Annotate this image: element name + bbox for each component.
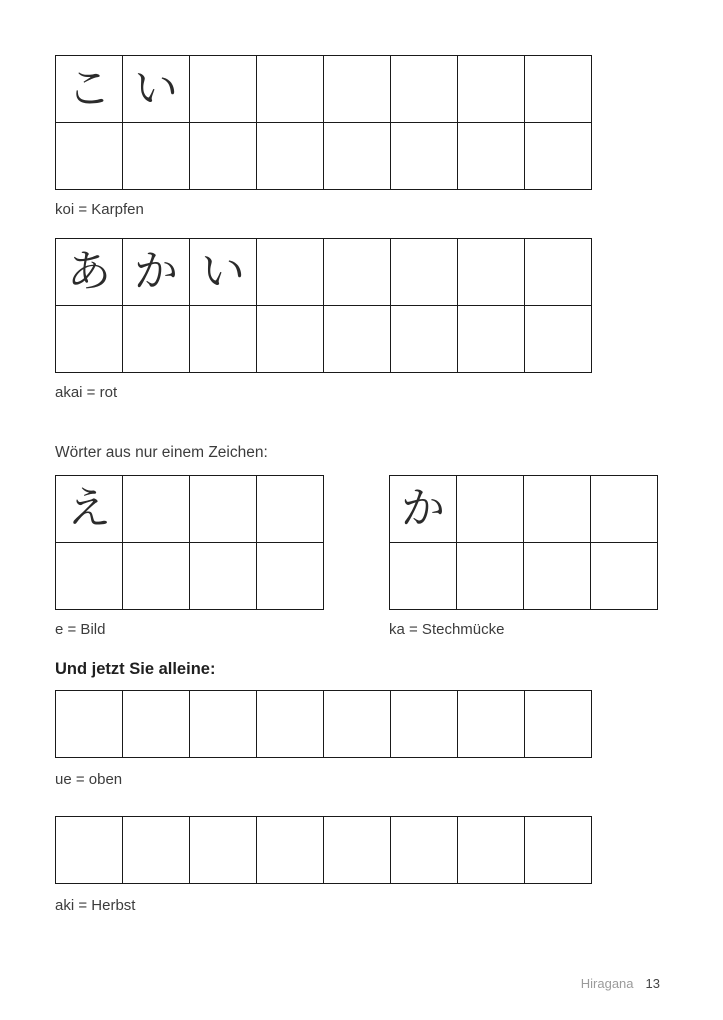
practice-grid-ka [389, 475, 658, 610]
exercise-aki [55, 816, 668, 916]
practice-cell [390, 543, 457, 610]
practice-cell [324, 56, 391, 123]
caption-e: e = Bild [55, 621, 106, 638]
practice-cell [190, 476, 257, 543]
practice-cell [56, 123, 123, 190]
heading-single-char-words: Wörter aus nur einem Zeichen: [55, 444, 268, 461]
kana-character: あ [67, 246, 111, 297]
practice-cell [123, 306, 190, 373]
kana-character: え [67, 483, 111, 534]
exercise-akai [55, 238, 668, 403]
caption-akai: akai = rot [55, 384, 118, 401]
practice-cell [56, 56, 123, 123]
practice-cell [391, 123, 458, 190]
practice-cell [458, 123, 525, 190]
practice-cell [56, 543, 123, 610]
kana-character: い [134, 63, 178, 114]
practice-cell [56, 239, 123, 306]
practice-cell [525, 817, 592, 884]
practice-cell [391, 306, 458, 373]
exercise-ue [55, 690, 668, 790]
caption-ue: ue = oben [55, 771, 123, 788]
practice-cell [391, 691, 458, 758]
footer-section-label: Hiragana [580, 976, 634, 991]
practice-cell [391, 817, 458, 884]
practice-cell [190, 239, 257, 306]
practice-cell [123, 543, 190, 610]
practice-cell [123, 239, 190, 306]
practice-cell [458, 56, 525, 123]
practice-cell [324, 239, 391, 306]
practice-cell [458, 306, 525, 373]
practice-grid-aki [55, 816, 592, 884]
practice-cell [324, 817, 391, 884]
footer-page-number: 13 [645, 976, 660, 991]
practice-cell [257, 476, 324, 543]
caption-koi: koi = Karpfen [55, 201, 144, 218]
practice-cell [190, 306, 257, 373]
practice-cell [525, 56, 592, 123]
practice-cell [257, 306, 324, 373]
practice-cell [457, 476, 524, 543]
single-char-exercises [55, 475, 668, 640]
practice-cell [123, 817, 190, 884]
caption-aki: aki = Herbst [55, 897, 136, 914]
practice-cell [391, 56, 458, 123]
practice-cell [391, 239, 458, 306]
practice-cell [457, 543, 524, 610]
practice-grid-ue [55, 690, 592, 758]
practice-cell [123, 56, 190, 123]
practice-cell [190, 817, 257, 884]
practice-cell [257, 543, 324, 610]
practice-cell [257, 817, 324, 884]
practice-grid-akai [55, 238, 592, 373]
practice-cell [257, 56, 324, 123]
practice-cell [190, 691, 257, 758]
practice-cell [257, 123, 324, 190]
exercise-ka [389, 475, 658, 640]
practice-cell [56, 476, 123, 543]
practice-grid-e [55, 475, 324, 610]
page-footer [581, 976, 660, 992]
practice-cell [525, 123, 592, 190]
heading-now-you: Und jetzt Sie alleine: [55, 660, 216, 678]
practice-cell [525, 239, 592, 306]
caption-ka: ka = Stechmücke [389, 621, 505, 638]
practice-cell [190, 56, 257, 123]
worksheet-content [55, 55, 668, 916]
kana-character: か [401, 483, 445, 534]
practice-cell [123, 476, 190, 543]
exercise-koi [55, 55, 668, 220]
practice-cell [123, 123, 190, 190]
practice-cell [190, 543, 257, 610]
practice-cell [56, 691, 123, 758]
kana-character: い [201, 246, 245, 297]
practice-cell [591, 476, 658, 543]
practice-cell [257, 239, 324, 306]
practice-cell [324, 691, 391, 758]
kana-character: か [134, 246, 178, 297]
practice-cell [525, 306, 592, 373]
practice-cell [257, 691, 324, 758]
practice-grid-koi [55, 55, 592, 190]
practice-cell [524, 476, 591, 543]
practice-cell [591, 543, 658, 610]
practice-cell [324, 306, 391, 373]
kana-character: こ [67, 63, 111, 114]
practice-cell [524, 543, 591, 610]
practice-cell [458, 239, 525, 306]
practice-cell [525, 691, 592, 758]
exercise-e [55, 475, 324, 640]
practice-cell [190, 123, 257, 190]
practice-cell [56, 306, 123, 373]
practice-cell [458, 817, 525, 884]
practice-cell [390, 476, 457, 543]
practice-cell [56, 817, 123, 884]
practice-cell [324, 123, 391, 190]
practice-cell [123, 691, 190, 758]
practice-cell [458, 691, 525, 758]
